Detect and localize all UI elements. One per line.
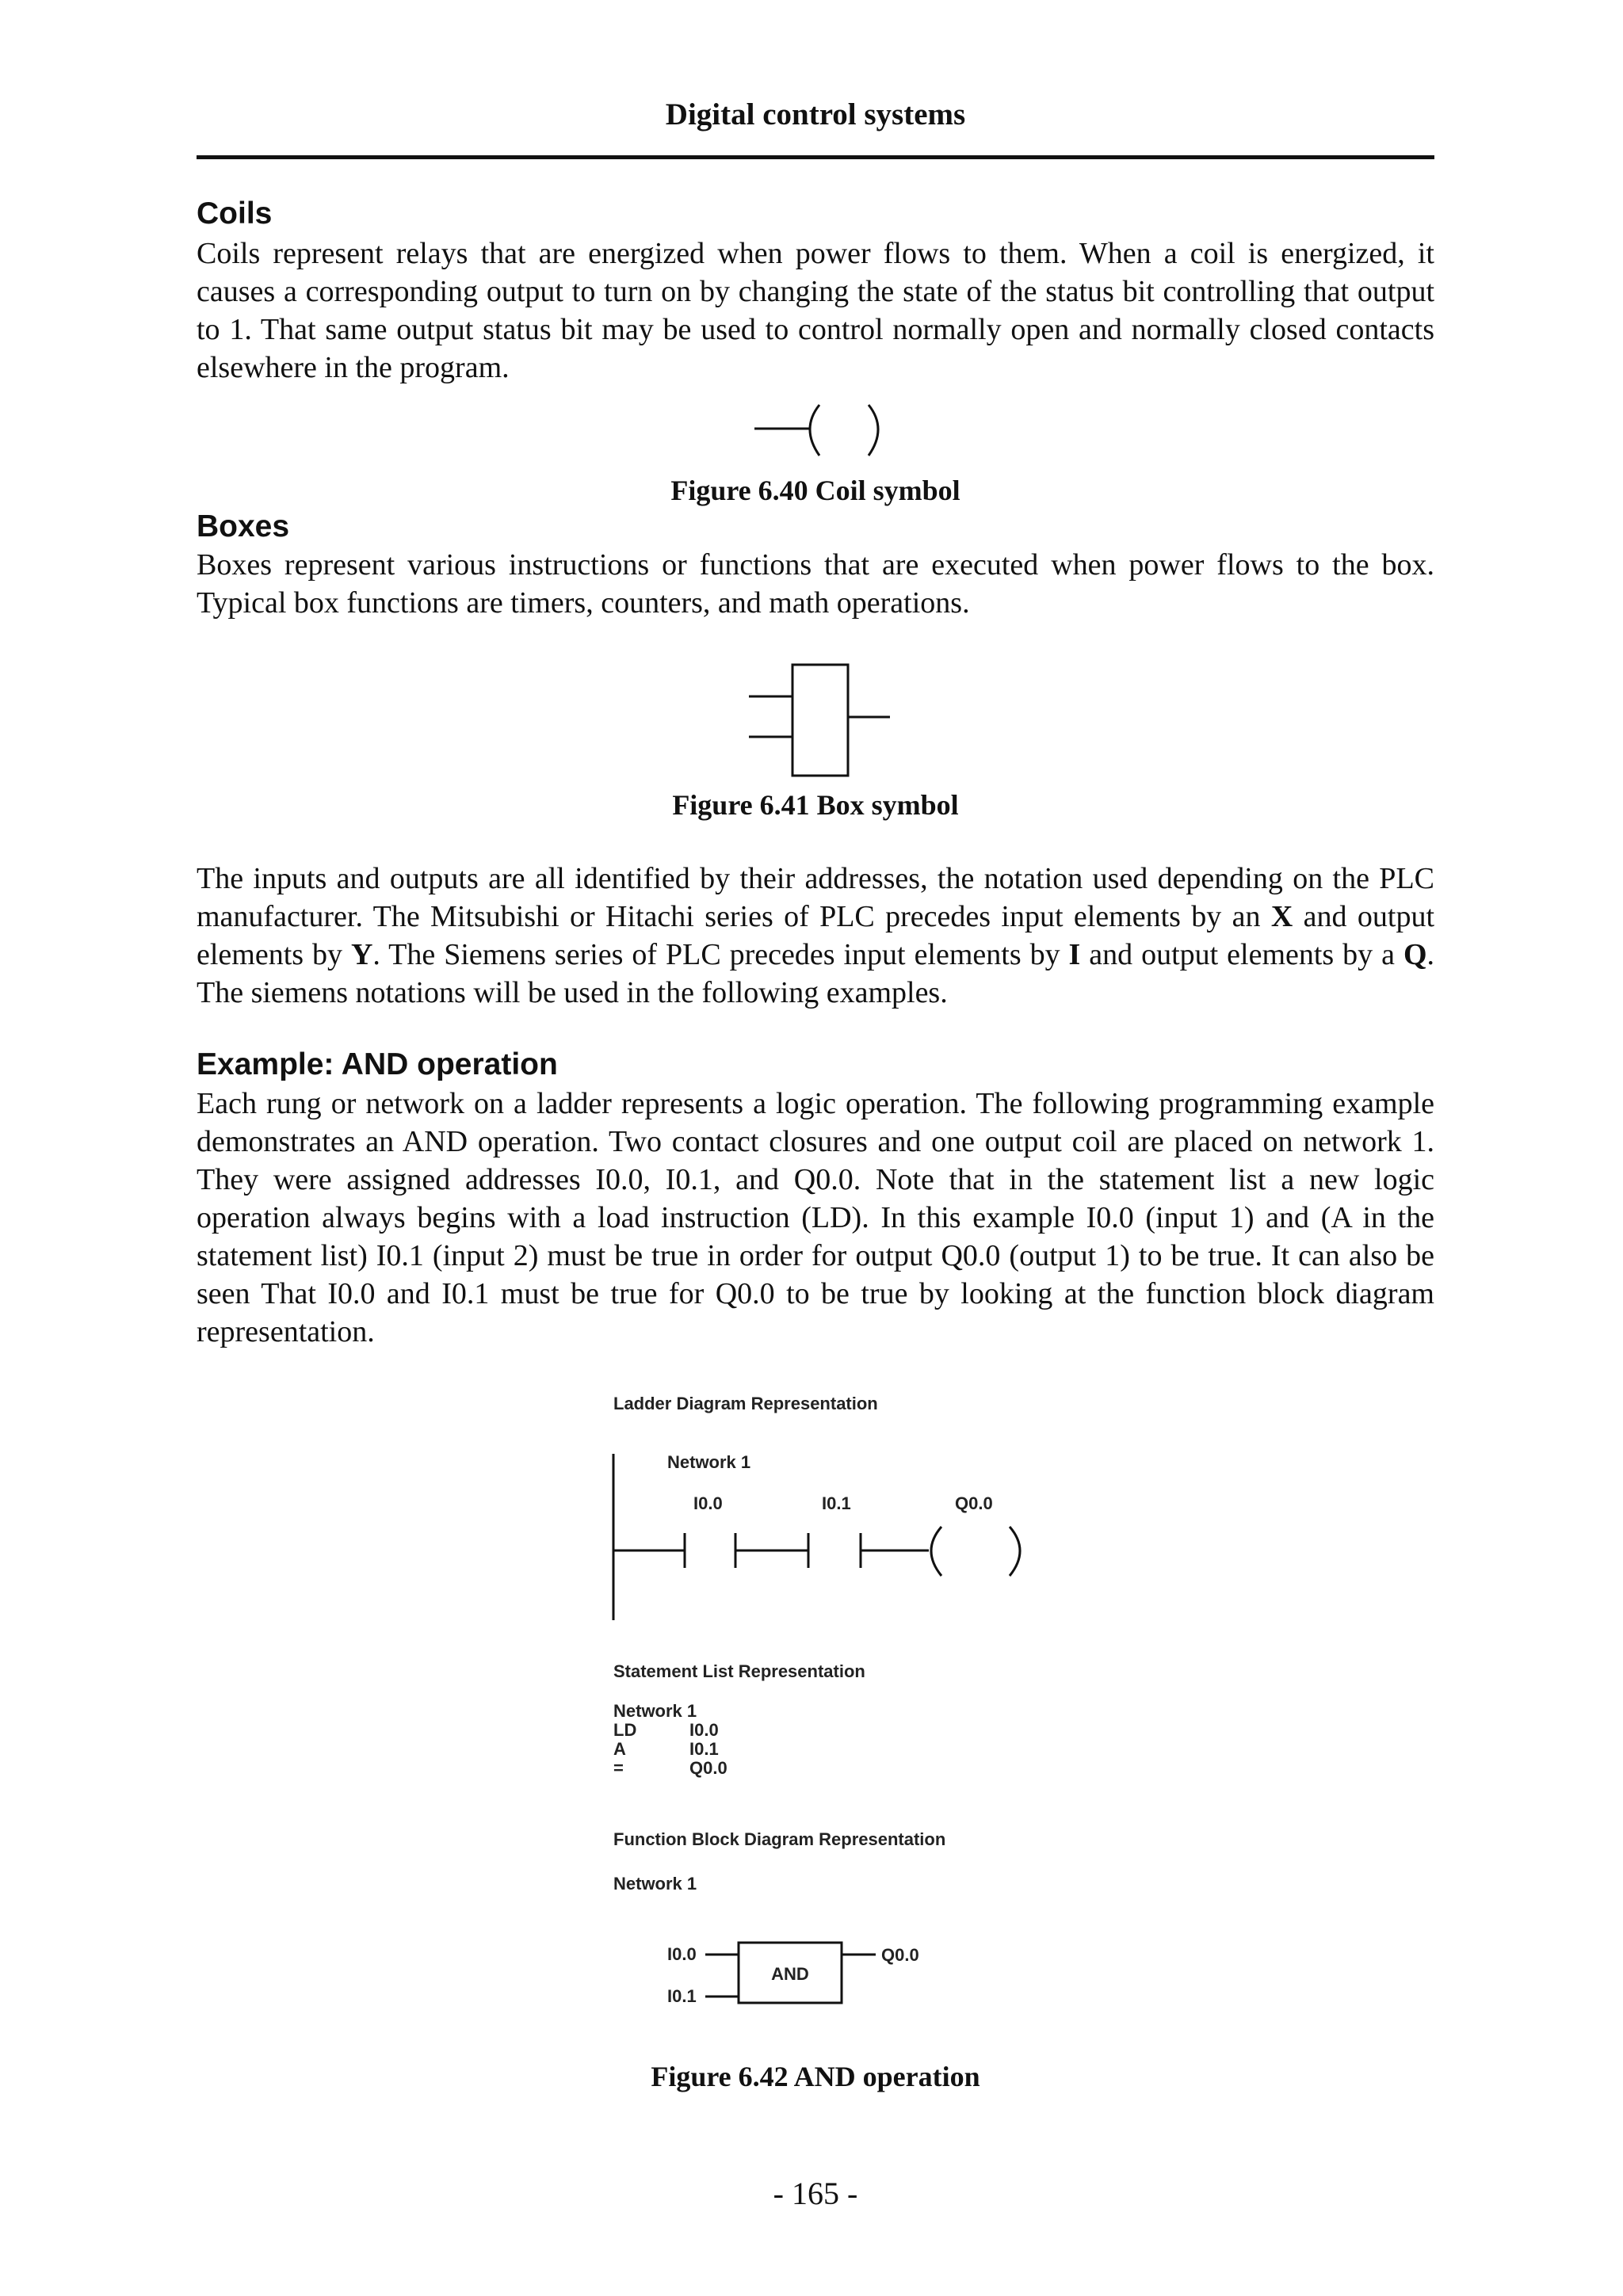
boxes-paragraph: Boxes represent various instructions or functions that are executed when power flows to the box. Typical box functions are timers, counters, and math operations. [197, 548, 1434, 620]
siemens-output-prefix: Q [1403, 938, 1427, 971]
fbd-output-label: Q0.0 [881, 1945, 919, 1965]
fbd-input-1-label: I0.0 [667, 1944, 697, 1964]
contact-2-symbol [808, 1533, 861, 1568]
stl-op-2: A [613, 1739, 626, 1759]
and-operation-figure [602, 1383, 1046, 2008]
coil-label: Q0.0 [955, 1493, 993, 1513]
coils-paragraph: Coils represent relays that are energized when power flows to them. When a coil is energized, it causes a corresponding output to turn on by changing the state of the status bit controlling that output to 1. That same output status bit may be used to control normally open and normally closed contacts elsewhere in the program. [197, 237, 1434, 384]
fbd-network-label: Network 1 [613, 1874, 697, 1894]
fbd-input-2-label: I0.1 [667, 1986, 697, 2006]
stl-op-3: = [613, 1758, 624, 1778]
coils-heading: Coils [197, 196, 273, 231]
boxes-heading: Boxes [197, 509, 290, 543]
addresses-text-3: . The Siemens series of PLC precedes input elements by [372, 938, 1069, 971]
coil-symbol-figure [753, 400, 880, 463]
addresses-text-1: The inputs and outputs are all identified by their addresses, the notation used depending on the PLC manufacturer. The Mitsubishi or Hitachi series of PLC precedes input elements by an [197, 862, 1434, 933]
and-block-label: AND [771, 1964, 809, 1984]
and-figure-caption: Figure 6.42 AND operation [651, 2061, 980, 2092]
stl-addr-1: I0.0 [689, 1720, 719, 1740]
box-figure-caption: Figure 6.41 Box symbol [672, 789, 959, 821]
output-coil-symbol [931, 1527, 1020, 1576]
function-block-title: Function Block Diagram Representation [613, 1829, 946, 1849]
example-heading: Example: AND operation [197, 1047, 558, 1081]
ladder-network-label: Network 1 [667, 1452, 751, 1472]
coil-symbol-icon [753, 400, 880, 463]
page-number: - 165 - [773, 2176, 858, 2211]
ladder-diagram-title: Ladder Diagram Representation [613, 1394, 878, 1413]
coil-figure-caption: Figure 6.40 Coil symbol [670, 475, 960, 506]
stl-op-1: LD [613, 1720, 637, 1740]
addresses-text-5: . The siemens notations will be used in the following examples. [197, 938, 1434, 1009]
stl-addr-3: Q0.0 [689, 1758, 727, 1778]
addresses-text-4: and output elements by a [1080, 938, 1403, 971]
example-paragraph: Each rung or network on a ladder represents a logic operation. The following programming example demonstrates an AND operation. Two contact closures and one output coil are placed on network 1. They were assigned addresses I0.0, I0.1, and Q0.0. Note that in the statement list a new logic operation always begins with a load instruction (LD). In this example I0.0 (input 1) and (A in the statement list) I0.1 (input 2) must be true in order for output Q0.0 (output 1) to be true. It can also be seen That I0.0 and I0.1 must be true for Q0.0 to be true by looking at the function block diagram representation. [197, 1087, 1434, 1348]
stl-addr-2: I0.1 [689, 1739, 719, 1759]
running-header: Digital control systems [665, 97, 966, 132]
addresses-text-2: and output elements by [197, 900, 1435, 971]
mitsubishi-input-prefix: X [1270, 900, 1293, 933]
addresses-paragraph [197, 860, 1434, 1012]
mitsubishi-output-prefix: Y [350, 938, 373, 971]
contact-1-label: I0.0 [693, 1493, 723, 1513]
box-symbol-icon [745, 662, 896, 780]
siemens-input-prefix: I [1068, 938, 1081, 971]
and-operation-diagram [602, 1383, 1046, 2008]
header-rule [197, 155, 1434, 159]
box-symbol-figure [745, 662, 896, 780]
stl-network-label: Network 1 [613, 1701, 697, 1721]
contact-2-label: I0.1 [822, 1493, 851, 1513]
contact-1-symbol [685, 1533, 735, 1568]
statement-list-title: Statement List Representation [613, 1661, 865, 1681]
